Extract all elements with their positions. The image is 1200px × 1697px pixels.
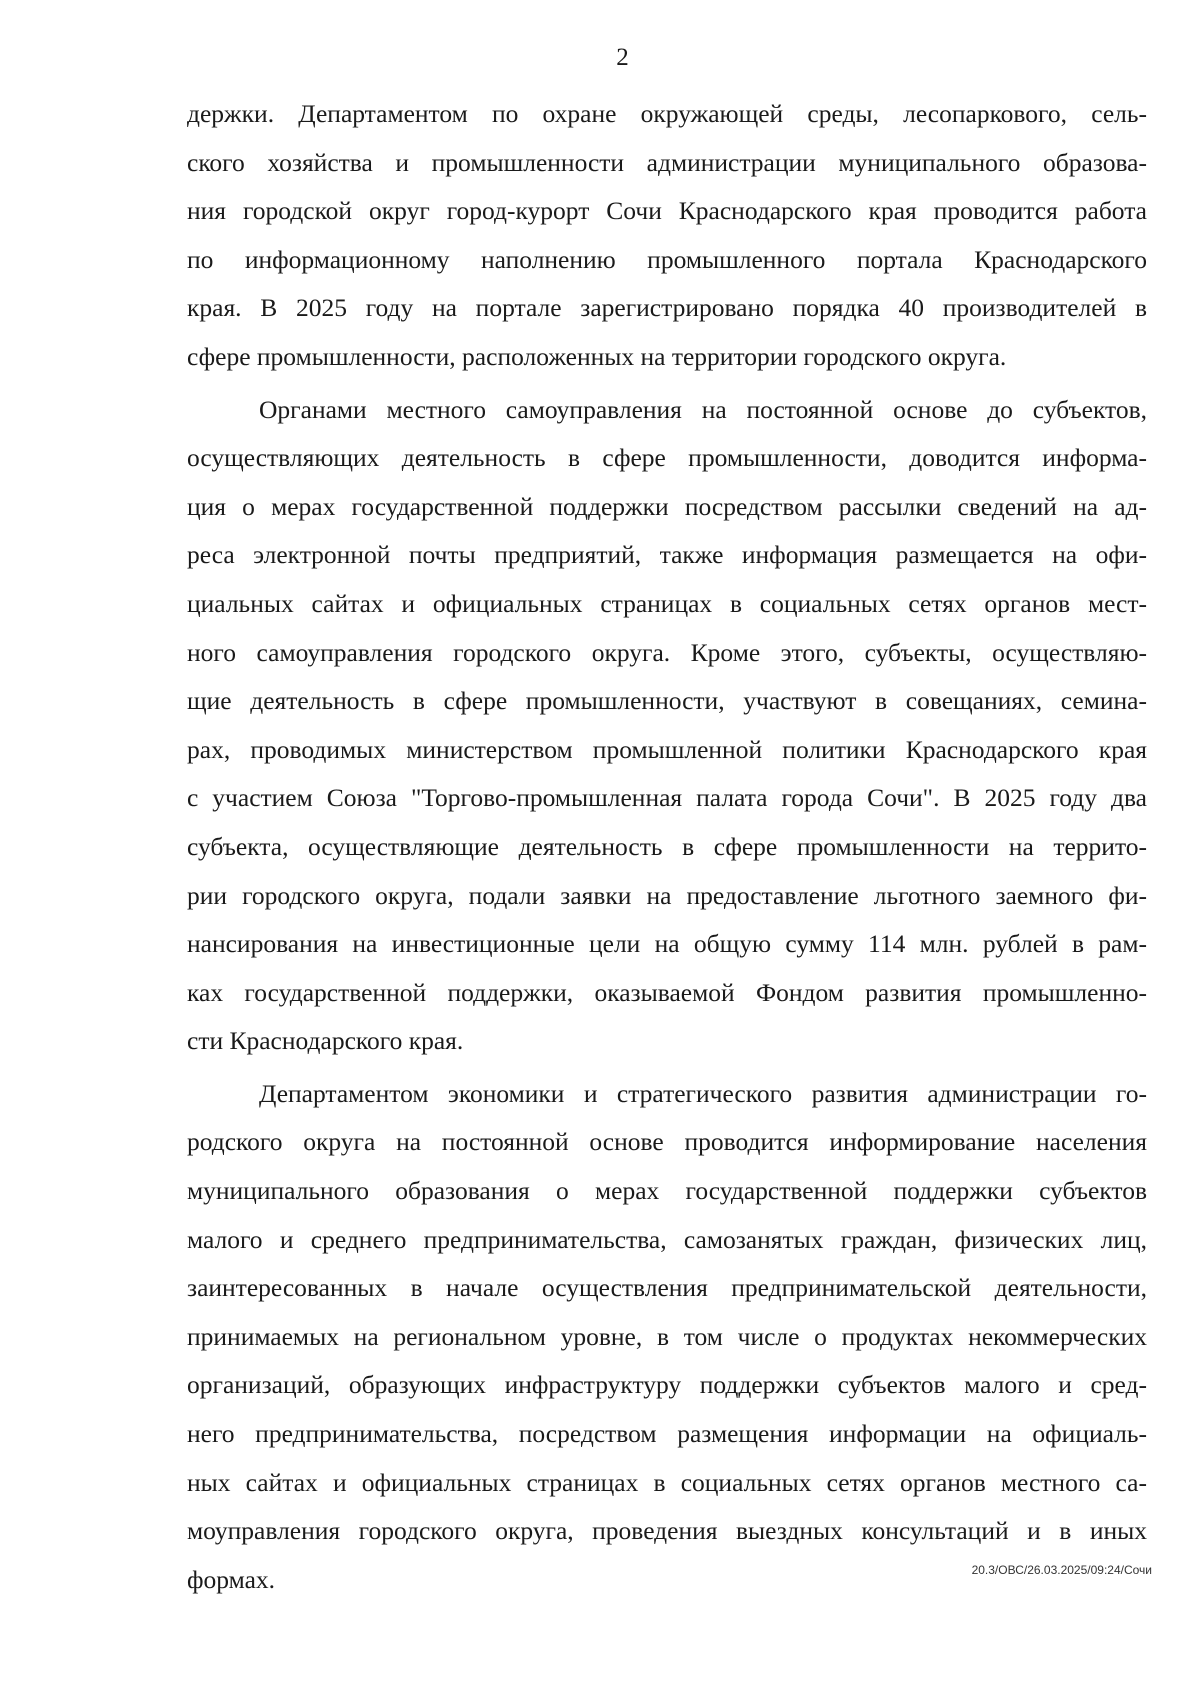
paragraph-line: родского округа на постоянной основе проводится информирование населения (187, 1127, 1147, 1157)
paragraph-3 (187, 1070, 1147, 1605)
paragraph-line: ция о мерах государственной поддержки посредством рассылки сведений на ад- (187, 491, 1147, 521)
paragraph-line: организаций, образующих инфраструктуру поддержки субъектов малого и сред- (187, 1370, 1147, 1400)
paragraph-line: принимаемых на региональном уровне, в том числе о продуктах некоммерческих (187, 1321, 1147, 1351)
registration-code: 20.3/ОВС/26.03.2025/09:24/Сочи (971, 1563, 1152, 1577)
paragraph-line: Органами местного самоуправления на постоянной основе до субъектов, (259, 394, 1147, 424)
paragraph-line: него предпринимательства, посредством размещения информации на официаль- (187, 1419, 1147, 1449)
body-text (187, 90, 1147, 1604)
paragraph-line: ках государственной поддержки, оказываемой Фондом развития промышленно- (187, 977, 1147, 1007)
paragraph-2 (187, 386, 1147, 1066)
page-number: 2 (616, 44, 629, 71)
paragraph-line: рии городского округа, подали заявки на предоставление льготного заемного фи- (187, 880, 1147, 910)
paragraph-line: держки. Департаментом по охране окружающей среды, лесопаркового, сель- (187, 99, 1147, 128)
paragraph-line: реса электронной почты предприятий, также информация размещается на офи- (187, 540, 1147, 570)
paragraph-line: рах, проводимых министерством промышленной политики Краснодарского края (187, 734, 1147, 764)
paragraph-line: нансирования на инвестиционные цели на общую сумму 114 млн. рублей в рам- (187, 929, 1147, 959)
paragraph-line: по информационному наполнению промышленного портала Краснодарского (187, 244, 1147, 274)
paragraph-line: субъекта, осуществляющие деятельность в сфере промышленности на террито- (187, 831, 1147, 861)
paragraph-line: заинтересованных в начале осуществления предпринимательской деятельности, (187, 1273, 1147, 1303)
paragraph-1 (187, 90, 1147, 382)
paragraph-line: формах. (187, 1564, 276, 1594)
paragraph-line: моуправления городского округа, проведения выездных консультаций и в иных (187, 1516, 1147, 1546)
paragraph-line: ния городской округ город-курорт Сочи Краснодарского края проводится работа (187, 196, 1147, 226)
paragraph-line: циальных сайтах и официальных страницах в социальных сетях органов мест- (187, 588, 1147, 618)
paragraph-line: Департаментом экономики и стратегического развития администрации го- (259, 1078, 1147, 1108)
paragraph-line: с участием Союза "Торгово-промышленная палата города Сочи". В 2025 году два (187, 783, 1147, 813)
paragraph-line: щие деятельность в сфере промышленности, участвуют в совещаниях, семина- (187, 686, 1147, 716)
paragraph-line: сти Краснодарского края. (187, 1026, 464, 1056)
paragraph-line: осуществляющих деятельность в сфере промышленности, доводится информа- (187, 443, 1147, 473)
paragraph-line: сфере промышленности, расположенных на территории городского округа. (187, 341, 1007, 371)
paragraph-line: ского хозяйства и промышленности администрации муниципального образова- (187, 147, 1147, 177)
paragraph-line: малого и среднего предпринимательства, самозанятых граждан, физических лиц, (187, 1224, 1147, 1254)
paragraph-line: ного самоуправления городского округа. Кроме этого, субъекты, осуществляю- (187, 637, 1147, 667)
paragraph-line: ных сайтах и официальных страницах в социальных сетях органов местного са- (187, 1467, 1147, 1497)
paragraph-line: края. В 2025 году на портале зарегистрировано порядка 40 производителей в (187, 293, 1147, 323)
paragraph-line: муниципального образования о мерах государственной поддержки субъектов (187, 1176, 1147, 1206)
